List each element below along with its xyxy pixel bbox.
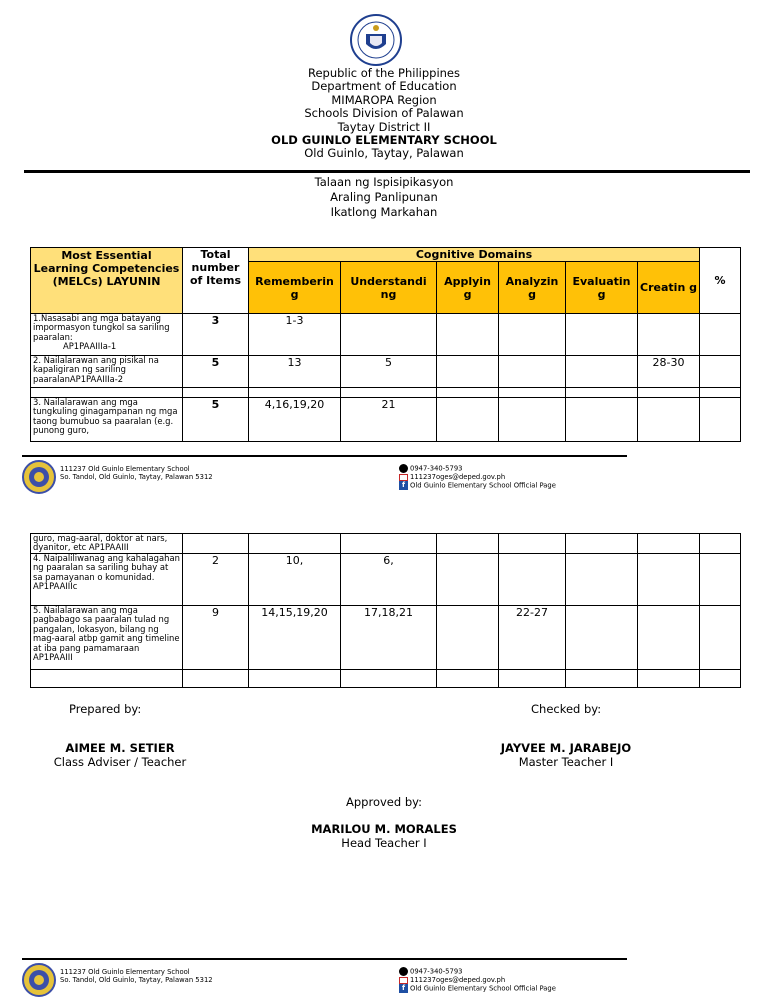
total-cell: 5 bbox=[183, 398, 249, 442]
prepared-by-role: Class Adviser / Teacher bbox=[53, 755, 187, 769]
remembering-cell: 14,15,19,20 bbox=[249, 606, 341, 670]
tos-table-page1 bbox=[30, 247, 741, 442]
melc-cell: 5. Nailalarawan ang mga pagbabago sa paaralan tulad ng pangalan, lokasyon, bilang ng mag-aaral atbp gamit ang timeline at iba pang pamamaraan AP1PAAIII bbox=[31, 606, 183, 670]
percent-header: % bbox=[700, 248, 741, 314]
remembering-cell: 10, bbox=[249, 554, 341, 606]
cognitive-domains-header: Cognitive Domains bbox=[249, 248, 700, 262]
understanding-cell bbox=[341, 314, 437, 356]
applying-cell bbox=[437, 356, 499, 388]
analyzing-cell bbox=[499, 356, 566, 388]
total-cell: 5 bbox=[183, 356, 249, 388]
doc-quarter: Ikatlong Markahan bbox=[330, 205, 438, 219]
approved-by-name: MARILOU M. MORALES bbox=[311, 822, 457, 836]
total-cell bbox=[183, 534, 249, 554]
phone-icon bbox=[399, 464, 408, 473]
footer-email: 111237oges@deped.gov.ph bbox=[410, 473, 506, 481]
mail-icon bbox=[399, 474, 408, 481]
footer-school-id: 111237 Old Guinlo Elementary School bbox=[60, 465, 190, 473]
footer-school-id: 111237 Old Guinlo Elementary School bbox=[60, 968, 190, 976]
applying-cell bbox=[437, 554, 499, 606]
footer-school-address: So. Tandol, Old Guinlo, Taytay, Palawan 5312 bbox=[60, 473, 213, 482]
facebook-icon: f bbox=[399, 984, 408, 993]
school-logo bbox=[22, 963, 56, 997]
creating-cell bbox=[638, 398, 700, 442]
table-row bbox=[31, 554, 741, 606]
total-cell: 2 bbox=[183, 554, 249, 606]
evaluating-cell bbox=[566, 554, 638, 606]
footer-rule-1 bbox=[22, 455, 627, 457]
checked-by-name: JAYVEE M. JARABEJO bbox=[500, 741, 632, 755]
prepared-by-label: Prepared by: bbox=[69, 702, 142, 716]
school-name: OLD GUINLO ELEMENTARY SCHOOL bbox=[271, 133, 497, 148]
applying-cell bbox=[437, 606, 499, 670]
remembering-cell bbox=[249, 534, 341, 554]
table-row-empty bbox=[31, 388, 741, 398]
footer-email: 111237oges@deped.gov.ph bbox=[410, 976, 506, 984]
domain-creating-header: Creatin g bbox=[638, 262, 700, 314]
table-row bbox=[31, 356, 741, 388]
creating-cell bbox=[638, 606, 700, 670]
percent-cell bbox=[700, 554, 741, 606]
facebook-icon: f bbox=[399, 481, 408, 490]
footer-phone: 0947-340-5793 bbox=[410, 464, 463, 473]
analyzing-cell: 22-27 bbox=[499, 606, 566, 670]
table-row bbox=[31, 606, 741, 670]
doc-title: Talaan ng Ispisipikasyon bbox=[314, 175, 454, 189]
melc-cell: guro, mag-aaral, doktor at nars, dyanitor, etc AP1PAAIII bbox=[31, 534, 183, 554]
understanding-cell: 6, bbox=[341, 554, 437, 606]
understanding-cell bbox=[341, 534, 437, 554]
tos-table-page2 bbox=[30, 533, 741, 688]
creating-cell bbox=[638, 554, 700, 606]
district-line: Taytay District II bbox=[337, 119, 431, 134]
analyzing-cell bbox=[499, 554, 566, 606]
remembering-cell: 4,16,19,20 bbox=[249, 398, 341, 442]
domain-analyzing-header: Analyzin g bbox=[499, 262, 566, 314]
melc-cell: 2. Nailalarawan ang pisikal na kapaligiran ng sariling paaralanAP1PAAIIIa-2 bbox=[31, 356, 183, 388]
division-line: Schools Division of Palawan bbox=[304, 106, 464, 121]
evaluating-cell bbox=[566, 314, 638, 356]
table-row bbox=[31, 534, 741, 554]
region-line: MIMAROPA Region bbox=[331, 92, 437, 107]
analyzing-cell bbox=[499, 398, 566, 442]
footer-school-address: So. Tandol, Old Guinlo, Taytay, Palawan 5312 bbox=[60, 976, 213, 985]
percent-cell bbox=[700, 398, 741, 442]
percent-cell bbox=[700, 314, 741, 356]
approved-by-label: Approved by: bbox=[346, 795, 422, 809]
prepared-by-name: AIMEE M. SETIER bbox=[65, 741, 175, 755]
melc-cell: 1.Nasasabi ang mga batayang impormasyon tungkol sa sariling paaralan: AP1PAAIIIa-1 bbox=[31, 314, 183, 356]
table-row bbox=[31, 314, 741, 356]
table-row-empty bbox=[31, 670, 741, 688]
applying-cell bbox=[437, 534, 499, 554]
approved-by-role: Head Teacher I bbox=[341, 836, 427, 850]
checked-by-role: Master Teacher I bbox=[518, 755, 614, 769]
footer-phone: 0947-340-5793 bbox=[410, 967, 463, 976]
checked-by-label: Checked by: bbox=[531, 702, 602, 716]
phone-icon bbox=[399, 967, 408, 976]
percent-cell bbox=[700, 606, 741, 670]
department-line: Department of Education bbox=[311, 79, 457, 94]
domain-remembering-header: Rememberin g bbox=[249, 262, 341, 314]
applying-cell bbox=[437, 314, 499, 356]
understanding-cell: 21 bbox=[341, 398, 437, 442]
remembering-cell: 13 bbox=[249, 356, 341, 388]
applying-cell bbox=[437, 398, 499, 442]
evaluating-cell bbox=[566, 606, 638, 670]
remembering-cell: 1-3 bbox=[249, 314, 341, 356]
creating-cell bbox=[638, 314, 700, 356]
analyzing-cell bbox=[499, 534, 566, 554]
percent-cell bbox=[700, 356, 741, 388]
total-cell: 3 bbox=[183, 314, 249, 356]
melc-cell: 4. Naipaliliwanag ang kahalagahan ng paaralan sa sariling buhay at sa pamayanan o komunidad. AP1PAAIIIc bbox=[31, 554, 183, 606]
footer-rule-2 bbox=[22, 958, 627, 960]
evaluating-cell bbox=[566, 398, 638, 442]
total-cell: 9 bbox=[183, 606, 249, 670]
footer-facebook[interactable]: Old Guinlo Elementary School Official Page bbox=[410, 481, 556, 490]
evaluating-cell bbox=[566, 356, 638, 388]
percent-cell bbox=[700, 534, 741, 554]
understanding-cell: 17,18,21 bbox=[341, 606, 437, 670]
table-row bbox=[31, 398, 741, 442]
total-items-header: Total number of Items bbox=[183, 248, 249, 314]
evaluating-cell bbox=[566, 534, 638, 554]
deped-seal bbox=[350, 14, 402, 66]
footer-facebook[interactable]: Old Guinlo Elementary School Official Page bbox=[410, 984, 556, 993]
melc-cell: 3. Nailalarawan ang mga tungkuling ginagampanan ng mga taong bumubuo sa paaralan (e.g. punong guro, bbox=[31, 398, 183, 442]
domain-applying-header: Applyin g bbox=[437, 262, 499, 314]
analyzing-cell bbox=[499, 314, 566, 356]
republic-line: Republic of the Philippines bbox=[307, 66, 461, 80]
understanding-cell: 5 bbox=[341, 356, 437, 388]
creating-cell bbox=[638, 534, 700, 554]
creating-cell: 28-30 bbox=[638, 356, 700, 388]
school-address: Old Guinlo, Taytay, Palawan bbox=[304, 146, 464, 161]
doc-subject: Araling Panlipunan bbox=[330, 190, 438, 204]
domain-understanding-header: Understandi ng bbox=[341, 262, 437, 314]
mail-icon bbox=[399, 977, 408, 984]
school-logo bbox=[22, 460, 56, 494]
domain-evaluating-header: Evaluatin g bbox=[566, 262, 638, 314]
melc-header: Most Essential Learning Competencies (MELCs) LAYUNIN bbox=[31, 248, 183, 314]
header-rule bbox=[24, 170, 750, 173]
